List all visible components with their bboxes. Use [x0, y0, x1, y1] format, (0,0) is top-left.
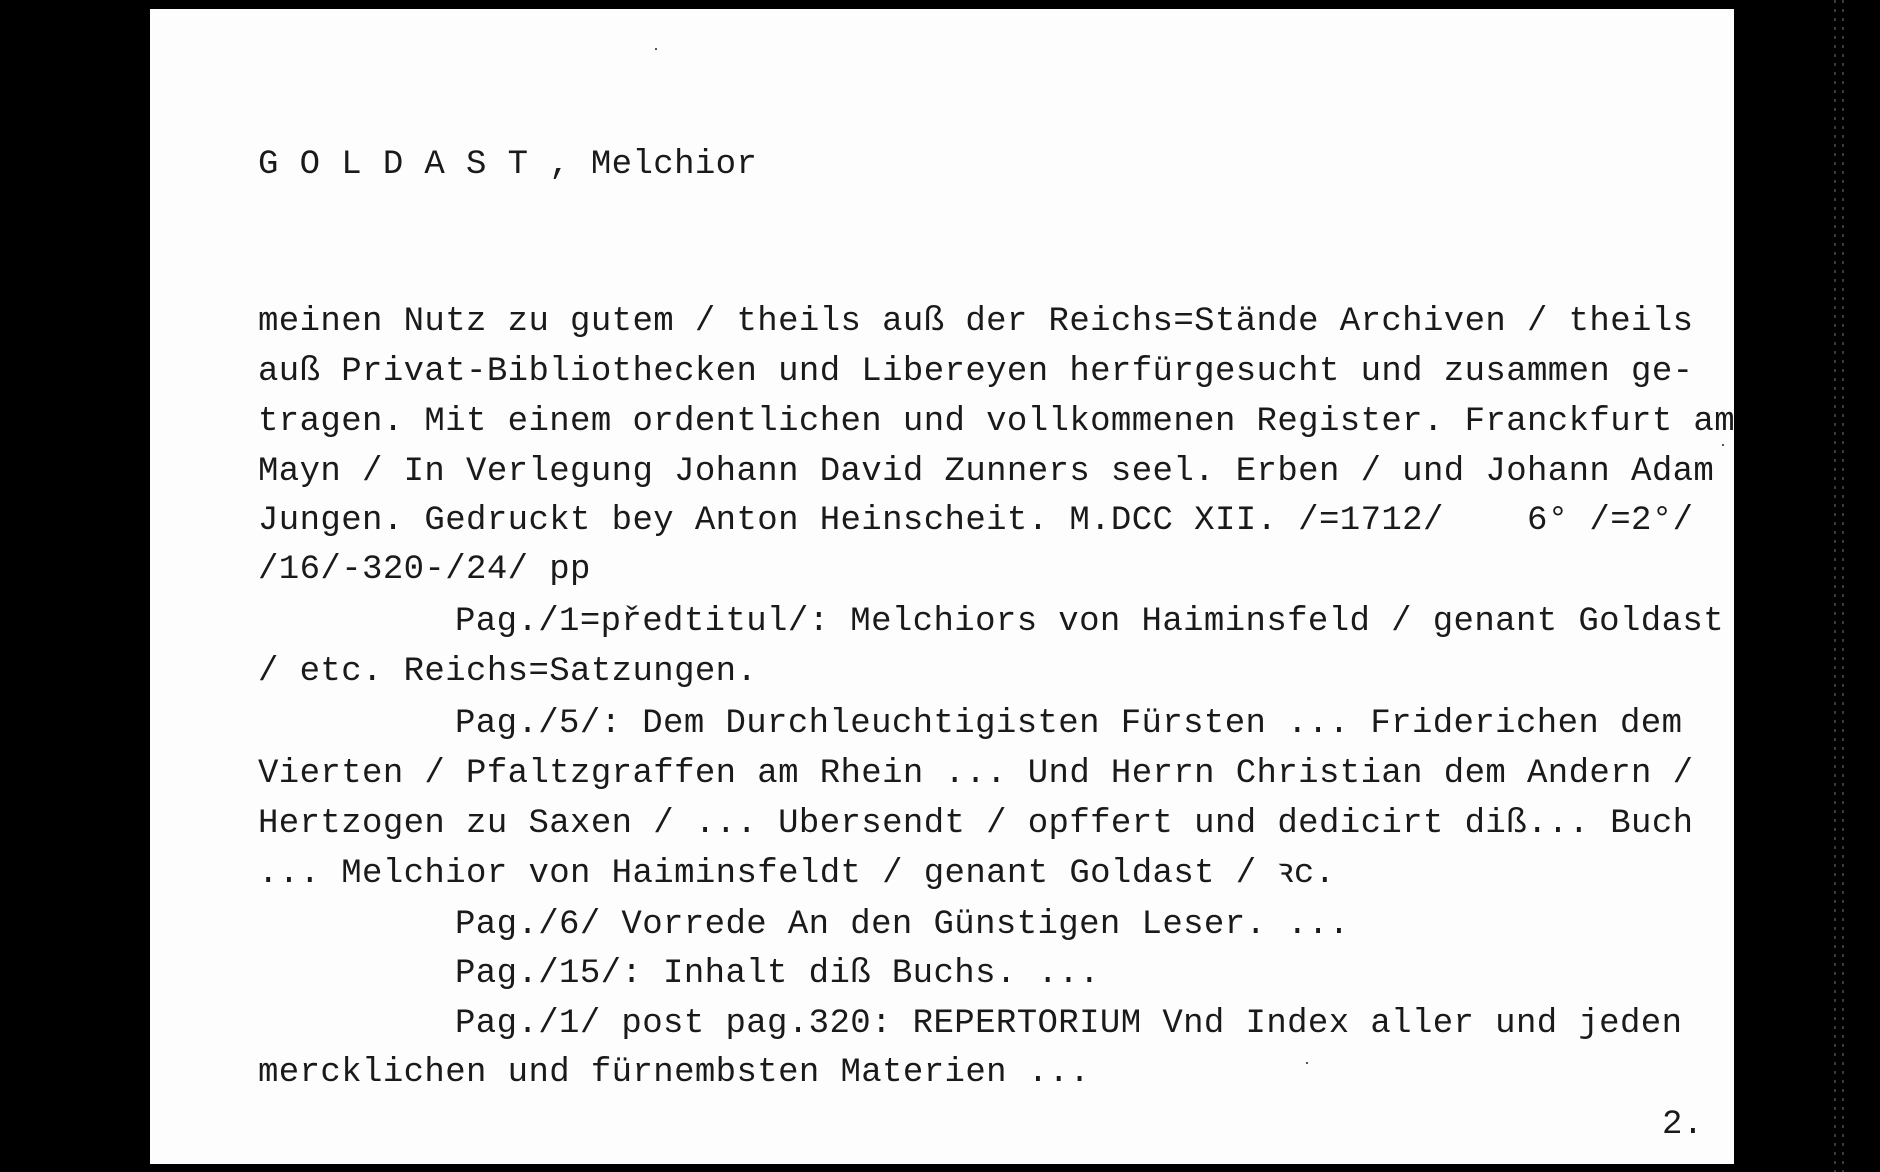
- scan-edge-noise: [1842, 0, 1844, 1172]
- text-line: Vierten / Pfaltzgraffen am Rhein ... Und Herrn Christian dem Andern /: [258, 755, 1694, 793]
- text-line: Hertzogen zu Saxen / ... Ubersendt / opffert und dedicirt diß... Buch: [258, 805, 1694, 843]
- text-line: / etc. Reichs=Satzungen.: [258, 653, 758, 691]
- text-line: /16/-320-/24/ pp: [258, 551, 591, 589]
- text-line: Mayn / In Verlegung Johann David Zunners seel. Erben / und Johann Adam: [258, 453, 1715, 491]
- text-line: Pag./15/: Inhalt diß Buchs. ...: [455, 955, 1100, 993]
- text-line: mercklichen und fürnembsten Materien ...: [258, 1054, 1091, 1092]
- text-line: Pag./1/ post pag.320: REPERTORIUM Vnd Index aller und jeden: [455, 1005, 1683, 1043]
- text-line: Jungen. Gedruckt bey Anton Heinscheit. M.DCC XII. /=1712/ 6° /=2°/: [258, 502, 1694, 540]
- dust-speck: [1722, 444, 1724, 446]
- scan-edge-noise: [1834, 0, 1836, 1172]
- dust-speck: [655, 48, 657, 50]
- page-number: 2.: [1662, 1106, 1704, 1144]
- text-line: tragen. Mit einem ordentlichen und vollkommenen Register. Franckfurt am: [258, 403, 1736, 441]
- text-line: Pag./1=předtitul/: Melchiors von Haiminsfeld / genant Goldast: [455, 603, 1725, 641]
- text-line: meinen Nutz zu gutem / theils auß der Reichs=Stände Archiven / theils: [258, 303, 1694, 341]
- author-heading: G O L D A S T , Melchior: [258, 146, 758, 184]
- text-line: auß Privat-Bibliothecken und Libereyen herfürgesucht und zusammen ge-: [258, 353, 1694, 391]
- text-line: Pag./5/: Dem Durchleuchtigisten Fürsten ... Friderichen dem: [455, 705, 1683, 743]
- dust-speck: [1306, 1062, 1308, 1064]
- text-line: ... Melchior von Haiminsfeldt / genant Goldast / ꝛc.: [258, 855, 1336, 893]
- text-line: Pag./6/ Vorrede An den Günstigen Leser. ...: [455, 906, 1350, 944]
